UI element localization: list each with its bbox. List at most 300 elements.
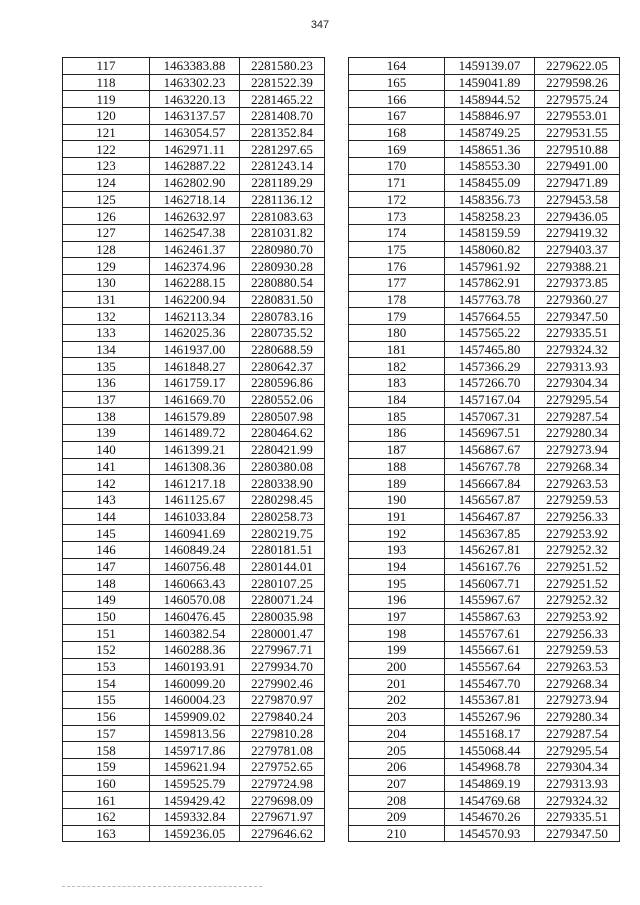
x-coordinate-cell: 1462632.97 <box>150 208 240 225</box>
y-coordinate-cell: 2279781.08 <box>240 742 325 759</box>
y-coordinate-cell: 2279268.34 <box>535 458 620 475</box>
point-number-cell: 188 <box>349 458 445 475</box>
table-row <box>349 508 620 525</box>
y-coordinate-cell: 2279622.05 <box>535 58 620 75</box>
y-coordinate-cell: 2281465.22 <box>240 91 325 108</box>
x-coordinate-cell: 1460941.69 <box>150 525 240 542</box>
x-coordinate-cell: 1456367.85 <box>445 525 535 542</box>
table-row <box>63 375 325 392</box>
x-coordinate-cell: 1459813.56 <box>150 725 240 742</box>
point-number-cell: 120 <box>63 108 150 125</box>
x-coordinate-cell: 1462288.15 <box>150 274 240 291</box>
table-row <box>349 325 620 342</box>
x-coordinate-cell: 1459717.86 <box>150 742 240 759</box>
point-number-cell: 130 <box>63 274 150 291</box>
table-row <box>349 358 620 375</box>
x-coordinate-cell: 1454570.93 <box>445 825 535 842</box>
table-row <box>63 341 325 358</box>
point-number-cell: 125 <box>63 191 150 208</box>
table-row <box>63 108 325 125</box>
x-coordinate-cell: 1460193.91 <box>150 658 240 675</box>
table-row <box>349 74 620 91</box>
x-coordinate-cell: 1457763.78 <box>445 291 535 308</box>
point-number-cell: 122 <box>63 141 150 158</box>
table-row <box>63 575 325 592</box>
x-coordinate-cell: 1462547.38 <box>150 224 240 241</box>
x-coordinate-cell: 1457862.91 <box>445 274 535 291</box>
y-coordinate-cell: 2280219.75 <box>240 525 325 542</box>
table-row <box>349 758 620 775</box>
coordinate-table-right <box>348 57 620 842</box>
x-coordinate-cell: 1458060.82 <box>445 241 535 258</box>
point-number-cell: 136 <box>63 375 150 392</box>
point-number-cell: 210 <box>349 825 445 842</box>
point-number-cell: 165 <box>349 74 445 91</box>
y-coordinate-cell: 2279287.54 <box>535 408 620 425</box>
point-number-cell: 173 <box>349 208 445 225</box>
point-number-cell: 195 <box>349 575 445 592</box>
point-number-cell: 178 <box>349 291 445 308</box>
point-number-cell: 126 <box>63 208 150 225</box>
table-row <box>349 224 620 241</box>
y-coordinate-cell: 2279388.21 <box>535 258 620 275</box>
x-coordinate-cell: 1460756.48 <box>150 558 240 575</box>
point-number-cell: 172 <box>349 191 445 208</box>
point-number-cell: 205 <box>349 742 445 759</box>
point-number-cell: 161 <box>63 792 150 809</box>
y-coordinate-cell: 2279256.33 <box>535 508 620 525</box>
table-row <box>349 692 620 709</box>
y-coordinate-cell: 2279967.71 <box>240 642 325 659</box>
x-coordinate-cell: 1461033.84 <box>150 508 240 525</box>
x-coordinate-cell: 1456867.67 <box>445 441 535 458</box>
point-number-cell: 133 <box>63 325 150 342</box>
x-coordinate-cell: 1455168.17 <box>445 725 535 742</box>
y-coordinate-cell: 2279268.34 <box>535 675 620 692</box>
y-coordinate-cell: 2279870.97 <box>240 692 325 709</box>
point-number-cell: 149 <box>63 592 150 609</box>
point-number-cell: 168 <box>349 124 445 141</box>
point-number-cell: 141 <box>63 458 150 475</box>
y-coordinate-cell: 2279902.46 <box>240 675 325 692</box>
y-coordinate-cell: 2281352.84 <box>240 124 325 141</box>
table-row <box>63 258 325 275</box>
page-number: 347 <box>310 19 330 31</box>
table-row <box>63 508 325 525</box>
point-number-cell: 197 <box>349 608 445 625</box>
y-coordinate-cell: 2281297.65 <box>240 141 325 158</box>
y-coordinate-cell: 2280783.16 <box>240 308 325 325</box>
x-coordinate-cell: 1462802.90 <box>150 174 240 191</box>
y-coordinate-cell: 2279295.54 <box>535 742 620 759</box>
x-coordinate-cell: 1459909.02 <box>150 708 240 725</box>
y-coordinate-cell: 2279671.97 <box>240 808 325 825</box>
point-number-cell: 148 <box>63 575 150 592</box>
x-coordinate-cell: 1454769.68 <box>445 792 535 809</box>
table-row <box>349 308 620 325</box>
y-coordinate-cell: 2279259.53 <box>535 642 620 659</box>
table-row <box>349 558 620 575</box>
table-row <box>63 541 325 558</box>
x-coordinate-cell: 1460382.54 <box>150 625 240 642</box>
x-coordinate-cell: 1457465.80 <box>445 341 535 358</box>
y-coordinate-cell: 2279304.34 <box>535 758 620 775</box>
y-coordinate-cell: 2280880.54 <box>240 274 325 291</box>
x-coordinate-cell: 1459236.05 <box>150 825 240 842</box>
point-number-cell: 119 <box>63 91 150 108</box>
point-number-cell: 209 <box>349 808 445 825</box>
x-coordinate-cell: 1457961.92 <box>445 258 535 275</box>
y-coordinate-cell: 2281580.23 <box>240 58 325 75</box>
table-row <box>349 158 620 175</box>
x-coordinate-cell: 1461308.36 <box>150 458 240 475</box>
coordinate-table-left <box>62 57 325 842</box>
point-number-cell: 171 <box>349 174 445 191</box>
table-row <box>349 525 620 542</box>
table-row <box>63 274 325 291</box>
table-row <box>63 58 325 75</box>
point-number-cell: 157 <box>63 725 150 742</box>
y-coordinate-cell: 2279287.54 <box>535 725 620 742</box>
point-number-cell: 174 <box>349 224 445 241</box>
table-row <box>63 124 325 141</box>
table-row <box>349 391 620 408</box>
table-row <box>349 91 620 108</box>
x-coordinate-cell: 1459041.89 <box>445 74 535 91</box>
point-number-cell: 160 <box>63 775 150 792</box>
y-coordinate-cell: 2279313.93 <box>535 358 620 375</box>
y-coordinate-cell: 2279263.53 <box>535 475 620 492</box>
y-coordinate-cell: 2279553.01 <box>535 108 620 125</box>
x-coordinate-cell: 1458846.97 <box>445 108 535 125</box>
y-coordinate-cell: 2279810.28 <box>240 725 325 742</box>
x-coordinate-cell: 1463383.88 <box>150 58 240 75</box>
y-coordinate-cell: 2279253.92 <box>535 525 620 542</box>
y-coordinate-cell: 2279598.26 <box>535 74 620 91</box>
table-row <box>63 491 325 508</box>
point-number-cell: 159 <box>63 758 150 775</box>
y-coordinate-cell: 2279724.98 <box>240 775 325 792</box>
point-number-cell: 163 <box>63 825 150 842</box>
x-coordinate-cell: 1463302.23 <box>150 74 240 91</box>
point-number-cell: 140 <box>63 441 150 458</box>
x-coordinate-cell: 1463054.57 <box>150 124 240 141</box>
x-coordinate-cell: 1460849.24 <box>150 541 240 558</box>
table-row <box>63 658 325 675</box>
table-row <box>63 91 325 108</box>
point-number-cell: 206 <box>349 758 445 775</box>
point-number-cell: 175 <box>349 241 445 258</box>
x-coordinate-cell: 1455567.64 <box>445 658 535 675</box>
point-number-cell: 135 <box>63 358 150 375</box>
point-number-cell: 201 <box>349 675 445 692</box>
table-row <box>63 792 325 809</box>
x-coordinate-cell: 1461848.27 <box>150 358 240 375</box>
x-coordinate-cell: 1461125.67 <box>150 491 240 508</box>
y-coordinate-cell: 2279324.32 <box>535 341 620 358</box>
y-coordinate-cell: 2280144.01 <box>240 558 325 575</box>
point-number-cell: 124 <box>63 174 150 191</box>
x-coordinate-cell: 1455068.44 <box>445 742 535 759</box>
y-coordinate-cell: 2279575.24 <box>535 91 620 108</box>
y-coordinate-cell: 2279646.62 <box>240 825 325 842</box>
table-row <box>63 692 325 709</box>
table-row <box>349 274 620 291</box>
table-row <box>349 408 620 425</box>
y-coordinate-cell: 2281408.70 <box>240 108 325 125</box>
y-coordinate-cell: 2279273.94 <box>535 441 620 458</box>
y-coordinate-cell: 2279253.92 <box>535 608 620 625</box>
table-row <box>349 341 620 358</box>
point-number-cell: 147 <box>63 558 150 575</box>
table-row <box>63 358 325 375</box>
x-coordinate-cell: 1454670.26 <box>445 808 535 825</box>
point-number-cell: 123 <box>63 158 150 175</box>
x-coordinate-cell: 1460288.36 <box>150 642 240 659</box>
table-row <box>349 825 620 842</box>
x-coordinate-cell: 1457565.22 <box>445 325 535 342</box>
table-row <box>349 191 620 208</box>
table-row <box>349 241 620 258</box>
point-number-cell: 117 <box>63 58 150 75</box>
point-number-cell: 208 <box>349 792 445 809</box>
x-coordinate-cell: 1455867.63 <box>445 608 535 625</box>
table-row <box>349 475 620 492</box>
y-coordinate-cell: 2281136.12 <box>240 191 325 208</box>
x-coordinate-cell: 1457366.29 <box>445 358 535 375</box>
table-row <box>349 491 620 508</box>
x-coordinate-cell: 1458356.73 <box>445 191 535 208</box>
table-row <box>63 742 325 759</box>
point-number-cell: 162 <box>63 808 150 825</box>
y-coordinate-cell: 2279324.32 <box>535 792 620 809</box>
point-number-cell: 153 <box>63 658 150 675</box>
table-row <box>349 592 620 609</box>
y-coordinate-cell: 2279360.27 <box>535 291 620 308</box>
table-row <box>349 174 620 191</box>
x-coordinate-cell: 1455767.61 <box>445 625 535 642</box>
point-number-cell: 166 <box>349 91 445 108</box>
point-number-cell: 142 <box>63 475 150 492</box>
x-coordinate-cell: 1459525.79 <box>150 775 240 792</box>
table-row <box>349 792 620 809</box>
x-coordinate-cell: 1454869.19 <box>445 775 535 792</box>
x-coordinate-cell: 1457664.55 <box>445 308 535 325</box>
table-row <box>349 258 620 275</box>
y-coordinate-cell: 2280258.73 <box>240 508 325 525</box>
y-coordinate-cell: 2279419.32 <box>535 224 620 241</box>
y-coordinate-cell: 2279335.51 <box>535 808 620 825</box>
y-coordinate-cell: 2279295.54 <box>535 391 620 408</box>
x-coordinate-cell: 1461217.18 <box>150 475 240 492</box>
table-row <box>63 174 325 191</box>
table-row <box>63 725 325 742</box>
table-row <box>63 241 325 258</box>
point-number-cell: 164 <box>349 58 445 75</box>
point-number-cell: 137 <box>63 391 150 408</box>
x-coordinate-cell: 1457266.70 <box>445 375 535 392</box>
y-coordinate-cell: 2279934.70 <box>240 658 325 675</box>
x-coordinate-cell: 1461489.72 <box>150 425 240 442</box>
point-number-cell: 118 <box>63 74 150 91</box>
y-coordinate-cell: 2281083.63 <box>240 208 325 225</box>
point-number-cell: 155 <box>63 692 150 709</box>
point-number-cell: 204 <box>349 725 445 742</box>
y-coordinate-cell: 2281243.14 <box>240 158 325 175</box>
table-row <box>63 758 325 775</box>
point-number-cell: 192 <box>349 525 445 542</box>
point-number-cell: 131 <box>63 291 150 308</box>
x-coordinate-cell: 1463220.13 <box>150 91 240 108</box>
point-number-cell: 183 <box>349 375 445 392</box>
x-coordinate-cell: 1461669.70 <box>150 391 240 408</box>
point-number-cell: 193 <box>349 541 445 558</box>
y-coordinate-cell: 2280421.99 <box>240 441 325 458</box>
point-number-cell: 156 <box>63 708 150 725</box>
y-coordinate-cell: 2281189.29 <box>240 174 325 191</box>
y-coordinate-cell: 2280338.90 <box>240 475 325 492</box>
point-number-cell: 138 <box>63 408 150 425</box>
x-coordinate-cell: 1461579.89 <box>150 408 240 425</box>
y-coordinate-cell: 2281522.39 <box>240 74 325 91</box>
point-number-cell: 167 <box>349 108 445 125</box>
table-row <box>63 325 325 342</box>
y-coordinate-cell: 2279373.85 <box>535 274 620 291</box>
x-coordinate-cell: 1458651.36 <box>445 141 535 158</box>
table-row <box>63 425 325 442</box>
table-row <box>349 575 620 592</box>
x-coordinate-cell: 1459139.07 <box>445 58 535 75</box>
x-coordinate-cell: 1463137.57 <box>150 108 240 125</box>
point-number-cell: 143 <box>63 491 150 508</box>
point-number-cell: 158 <box>63 742 150 759</box>
y-coordinate-cell: 2280071.24 <box>240 592 325 609</box>
table-row <box>63 558 325 575</box>
table-row <box>349 458 620 475</box>
y-coordinate-cell: 2279256.33 <box>535 625 620 642</box>
point-number-cell: 181 <box>349 341 445 358</box>
table-row <box>349 375 620 392</box>
y-coordinate-cell: 2280001.47 <box>240 625 325 642</box>
x-coordinate-cell: 1462025.36 <box>150 325 240 342</box>
table-row <box>349 658 620 675</box>
table-row <box>63 775 325 792</box>
table-row <box>349 725 620 742</box>
y-coordinate-cell: 2279347.50 <box>535 825 620 842</box>
x-coordinate-cell: 1458944.52 <box>445 91 535 108</box>
table-row <box>63 191 325 208</box>
y-coordinate-cell: 2279280.34 <box>535 708 620 725</box>
x-coordinate-cell: 1455267.96 <box>445 708 535 725</box>
y-coordinate-cell: 2280035.98 <box>240 608 325 625</box>
table-row <box>349 425 620 442</box>
y-coordinate-cell: 2279840.24 <box>240 708 325 725</box>
table-row <box>349 108 620 125</box>
point-number-cell: 180 <box>349 325 445 342</box>
y-coordinate-cell: 2279252.32 <box>535 592 620 609</box>
table-row <box>349 675 620 692</box>
y-coordinate-cell: 2279263.53 <box>535 658 620 675</box>
point-number-cell: 189 <box>349 475 445 492</box>
y-coordinate-cell: 2279347.50 <box>535 308 620 325</box>
table-row <box>63 408 325 425</box>
y-coordinate-cell: 2280980.70 <box>240 241 325 258</box>
point-number-cell: 146 <box>63 541 150 558</box>
x-coordinate-cell: 1458258.23 <box>445 208 535 225</box>
table-row <box>63 74 325 91</box>
table-row <box>63 808 325 825</box>
table-row <box>63 475 325 492</box>
y-coordinate-cell: 2279471.89 <box>535 174 620 191</box>
y-coordinate-cell: 2279280.34 <box>535 425 620 442</box>
point-number-cell: 177 <box>349 274 445 291</box>
table-row <box>349 625 620 642</box>
x-coordinate-cell: 1458455.09 <box>445 174 535 191</box>
x-coordinate-cell: 1456667.84 <box>445 475 535 492</box>
x-coordinate-cell: 1459621.94 <box>150 758 240 775</box>
point-number-cell: 132 <box>63 308 150 325</box>
point-number-cell: 191 <box>349 508 445 525</box>
point-number-cell: 127 <box>63 224 150 241</box>
point-number-cell: 154 <box>63 675 150 692</box>
table-row <box>63 208 325 225</box>
table-row <box>349 808 620 825</box>
point-number-cell: 129 <box>63 258 150 275</box>
x-coordinate-cell: 1455667.61 <box>445 642 535 659</box>
point-number-cell: 187 <box>349 441 445 458</box>
point-number-cell: 150 <box>63 608 150 625</box>
y-coordinate-cell: 2279252.32 <box>535 541 620 558</box>
point-number-cell: 190 <box>349 491 445 508</box>
point-number-cell: 198 <box>349 625 445 642</box>
point-number-cell: 176 <box>349 258 445 275</box>
x-coordinate-cell: 1456167.76 <box>445 558 535 575</box>
y-coordinate-cell: 2279698.09 <box>240 792 325 809</box>
point-number-cell: 207 <box>349 775 445 792</box>
table-row <box>349 642 620 659</box>
x-coordinate-cell: 1456267.81 <box>445 541 535 558</box>
point-number-cell: 186 <box>349 425 445 442</box>
table-row <box>63 825 325 842</box>
y-coordinate-cell: 2279531.55 <box>535 124 620 141</box>
y-coordinate-cell: 2279510.88 <box>535 141 620 158</box>
x-coordinate-cell: 1457167.04 <box>445 391 535 408</box>
point-number-cell: 144 <box>63 508 150 525</box>
y-coordinate-cell: 2280642.37 <box>240 358 325 375</box>
x-coordinate-cell: 1458749.25 <box>445 124 535 141</box>
x-coordinate-cell: 1459332.84 <box>150 808 240 825</box>
x-coordinate-cell: 1457067.31 <box>445 408 535 425</box>
x-coordinate-cell: 1462200.94 <box>150 291 240 308</box>
y-coordinate-cell: 2279313.93 <box>535 775 620 792</box>
y-coordinate-cell: 2279491.00 <box>535 158 620 175</box>
table-row <box>63 525 325 542</box>
point-number-cell: 151 <box>63 625 150 642</box>
point-number-cell: 203 <box>349 708 445 725</box>
y-coordinate-cell: 2280298.45 <box>240 491 325 508</box>
table-row <box>63 708 325 725</box>
y-coordinate-cell: 2280181.51 <box>240 541 325 558</box>
footer-divider <box>62 886 262 887</box>
table-row <box>349 141 620 158</box>
table-row <box>349 58 620 75</box>
x-coordinate-cell: 1456767.78 <box>445 458 535 475</box>
x-coordinate-cell: 1460099.20 <box>150 675 240 692</box>
point-number-cell: 145 <box>63 525 150 542</box>
point-number-cell: 185 <box>349 408 445 425</box>
x-coordinate-cell: 1458159.59 <box>445 224 535 241</box>
table-row <box>349 742 620 759</box>
